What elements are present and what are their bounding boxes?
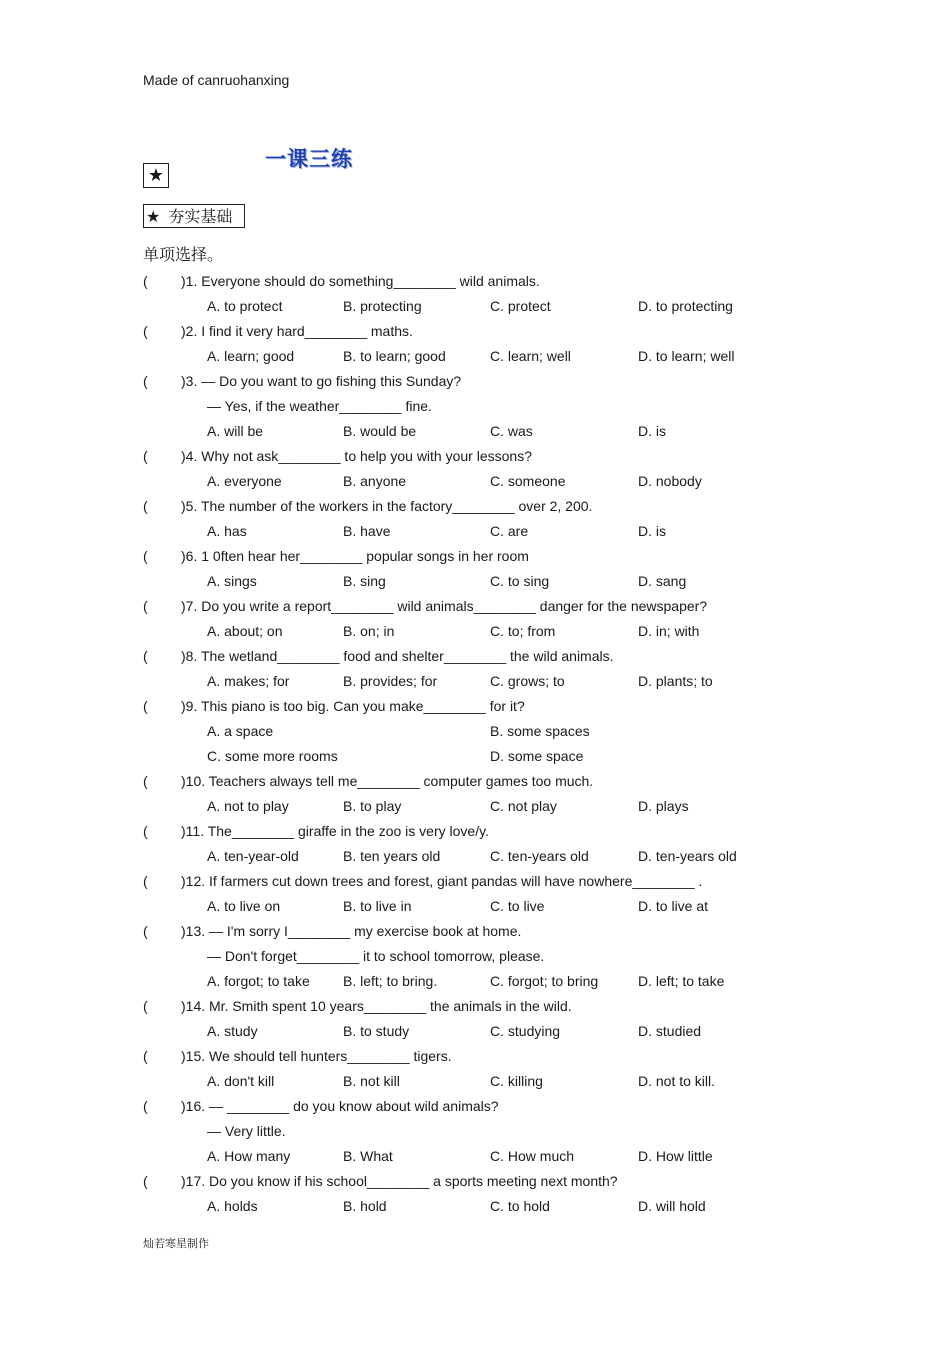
option-b: B. to study xyxy=(343,1023,410,1039)
option-b: B. ten years old xyxy=(343,848,441,864)
option-c: C. killing xyxy=(490,1073,543,1089)
option-b: B. would be xyxy=(343,423,417,439)
option-d: D. studied xyxy=(638,1023,702,1039)
question-stem: )7. Do you write a report________ wild animals________ danger for the newspaper? xyxy=(181,598,708,614)
options-line xyxy=(143,1019,783,1044)
option-c: C. protect xyxy=(490,298,551,314)
option-d: D. How little xyxy=(638,1148,713,1164)
answer-bracket: ( xyxy=(143,1048,148,1064)
answer-bracket: ( xyxy=(143,998,148,1014)
question-stem-line xyxy=(143,694,783,719)
question-stem: )17. Do you know if his school________ a sports meeting next month? xyxy=(181,1173,618,1189)
answer-bracket: ( xyxy=(143,498,148,514)
question-stem-line xyxy=(143,269,783,294)
option-c: C. studying xyxy=(490,1023,561,1039)
section-heading xyxy=(143,204,245,228)
question-stem-line xyxy=(143,869,783,894)
options-line xyxy=(143,844,783,869)
options-line xyxy=(143,519,783,544)
question-stem: )5. The number of the workers in the factory________ over 2, 200. xyxy=(181,498,593,514)
question-stem-line xyxy=(143,644,783,669)
option-b: B. not kill xyxy=(343,1073,400,1089)
options-line xyxy=(143,1194,783,1219)
option-a: A. forgot; to take xyxy=(207,973,310,989)
question-sub-line xyxy=(143,944,783,969)
options-line xyxy=(143,344,783,369)
question-stem: )10. Teachers always tell me________ computer games too much. xyxy=(181,773,594,789)
option-a: A. sings xyxy=(207,573,257,589)
option-b: B. have xyxy=(343,523,391,539)
option-a: A. will be xyxy=(207,423,264,439)
question-stem: )11. The________ giraffe in the zoo is very love/y. xyxy=(181,823,489,839)
question-stem-line xyxy=(143,494,783,519)
question-stem: )15. We should tell hunters________ tigers. xyxy=(181,1048,452,1064)
options-line xyxy=(143,669,783,694)
options-line xyxy=(143,744,783,769)
option-d: D. to protecting xyxy=(638,298,733,314)
option-c: C. learn; well xyxy=(490,348,571,364)
option-d: D. to live at xyxy=(638,898,709,914)
question-sub-line xyxy=(143,1119,783,1144)
option-d: D. is xyxy=(638,523,666,539)
option-b: B. protecting xyxy=(343,298,422,314)
question-stem: )3. — Do you want to go fishing this Sunday? xyxy=(181,373,462,389)
option-b: B. to play xyxy=(343,798,402,814)
option-c: C. are xyxy=(490,523,529,539)
question-stem: )14. Mr. Smith spent 10 years________ the animals in the wild. xyxy=(181,998,572,1014)
question-stem: )8. The wetland________ food and shelter________ the wild animals. xyxy=(181,648,614,664)
question-stem: )13. — I'm sorry I________ my exercise book at home. xyxy=(181,923,522,939)
option-a: A. has xyxy=(207,523,247,539)
option-a: A. makes; for xyxy=(207,673,290,689)
question-sub-line xyxy=(143,394,783,419)
option-a: A. don't kill xyxy=(207,1073,275,1089)
option-a: A. How many xyxy=(207,1148,291,1164)
options-line xyxy=(143,969,783,994)
question-stem: )9. This piano is too big. Can you make________ for it? xyxy=(181,698,525,714)
answer-bracket: ( xyxy=(143,373,148,389)
options-line xyxy=(143,1069,783,1094)
option-a: A. everyone xyxy=(207,473,282,489)
options-line xyxy=(143,469,783,494)
footer-note: 灿若寒星制作 xyxy=(143,1237,209,1250)
option-c: C. was xyxy=(490,423,533,439)
question-stem: )4. Why not ask________ to help you with your lessons? xyxy=(181,448,532,464)
option-b: B. left; to bring. xyxy=(343,973,438,989)
question-stem-line xyxy=(143,919,783,944)
options-line xyxy=(143,294,783,319)
option-c: B. some spaces xyxy=(490,723,590,739)
option-c: C. ten-years old xyxy=(490,848,589,864)
instructions: 单项选择。 xyxy=(143,245,224,264)
option-a: A. not to play xyxy=(207,798,289,814)
question-stem-line xyxy=(143,594,783,619)
question-stem-line xyxy=(143,994,783,1019)
option-a: A. study xyxy=(207,1023,258,1039)
question-stem-line xyxy=(143,1044,783,1069)
option-d: D. plants; to xyxy=(638,673,713,689)
option-b: B. to learn; good xyxy=(343,348,446,364)
section-label: 夯实基础 xyxy=(168,207,233,226)
answer-bracket: ( xyxy=(143,648,148,664)
question-continuation: — Yes, if the weather________ fine. xyxy=(207,398,432,414)
option-b: B. on; in xyxy=(343,623,395,639)
option-a: C. some more rooms xyxy=(207,748,338,764)
option-d: D. will hold xyxy=(638,1198,706,1214)
option-c: C. forgot; to bring xyxy=(490,973,599,989)
option-b: B. to live in xyxy=(343,898,412,914)
option-a: A. a space xyxy=(207,723,274,739)
question-list xyxy=(143,269,783,1219)
question-stem-line xyxy=(143,444,783,469)
option-d: D. ten-years old xyxy=(638,848,737,864)
option-c: C. grows; to xyxy=(490,673,565,689)
option-c: C. How much xyxy=(490,1148,575,1164)
option-a: A. ten-year-old xyxy=(207,848,299,864)
question-stem-line xyxy=(143,819,783,844)
options-line xyxy=(143,719,783,744)
question-stem: )1. Everyone should do something________ wild animals. xyxy=(181,273,540,289)
option-c: C. to; from xyxy=(490,623,556,639)
question-stem: )2. I find it very hard________ maths. xyxy=(181,323,413,339)
option-c: C. someone xyxy=(490,473,566,489)
option-d: D. sang xyxy=(638,573,687,589)
answer-bracket: ( xyxy=(143,873,148,889)
answer-bracket: ( xyxy=(143,923,148,939)
question-stem-line xyxy=(143,769,783,794)
option-b: B. provides; for xyxy=(343,673,438,689)
answer-bracket: ( xyxy=(143,598,148,614)
answer-bracket: ( xyxy=(143,323,148,339)
options-line xyxy=(143,569,783,594)
question-stem: )16. — ________ do you know about wild animals? xyxy=(181,1098,499,1114)
options-line xyxy=(143,894,783,919)
option-d: D. in; with xyxy=(638,623,700,639)
option-d: D. nobody xyxy=(638,473,702,489)
star-box: ★ xyxy=(143,163,169,188)
option-c: D. some space xyxy=(490,748,584,764)
option-a: A. to protect xyxy=(207,298,283,314)
question-stem-line xyxy=(143,369,783,394)
option-b: B. sing xyxy=(343,573,386,589)
option-b: B. anyone xyxy=(343,473,407,489)
question-stem-line xyxy=(143,544,783,569)
option-a: A. holds xyxy=(207,1198,258,1214)
star-icon: ★ xyxy=(146,207,161,226)
option-c: C. not play xyxy=(490,798,557,814)
option-d: D. is xyxy=(638,423,666,439)
answer-bracket: ( xyxy=(143,823,148,839)
options-line xyxy=(143,794,783,819)
option-c: C. to sing xyxy=(490,573,550,589)
option-a: A. about; on xyxy=(207,623,283,639)
option-d: D. plays xyxy=(638,798,689,814)
option-d: D. left; to take xyxy=(638,973,725,989)
question-stem-line xyxy=(143,1094,783,1119)
option-b: B. What xyxy=(343,1148,393,1164)
answer-bracket: ( xyxy=(143,273,148,289)
option-c: C. to live xyxy=(490,898,545,914)
header-note: Made of canruohanxing xyxy=(143,72,290,88)
question-stem-line xyxy=(143,1169,783,1194)
option-b: B. hold xyxy=(343,1198,387,1214)
question-continuation: — Don't forget________ it to school tomorrow, please. xyxy=(207,948,545,964)
option-a: A. learn; good xyxy=(207,348,295,364)
page-title: 一课三练 xyxy=(265,147,353,171)
answer-bracket: ( xyxy=(143,548,148,564)
options-line xyxy=(143,619,783,644)
options-line xyxy=(143,419,783,444)
question-stem-line xyxy=(143,319,783,344)
answer-bracket: ( xyxy=(143,773,148,789)
question-stem: )6. 1 0ften hear her________ popular songs in her room xyxy=(181,548,529,564)
option-d: D. not to kill. xyxy=(638,1073,716,1089)
answer-bracket: ( xyxy=(143,1098,148,1114)
question-continuation: — Very little. xyxy=(207,1123,286,1139)
answer-bracket: ( xyxy=(143,448,148,464)
option-d: D. to learn; well xyxy=(638,348,735,364)
option-a: A. to live on xyxy=(207,898,281,914)
answer-bracket: ( xyxy=(143,698,148,714)
option-c: C. to hold xyxy=(490,1198,550,1214)
options-line xyxy=(143,1144,783,1169)
answer-bracket: ( xyxy=(143,1173,148,1189)
question-stem: )12. If farmers cut down trees and forest, giant pandas will have nowhere________ . xyxy=(181,873,703,889)
